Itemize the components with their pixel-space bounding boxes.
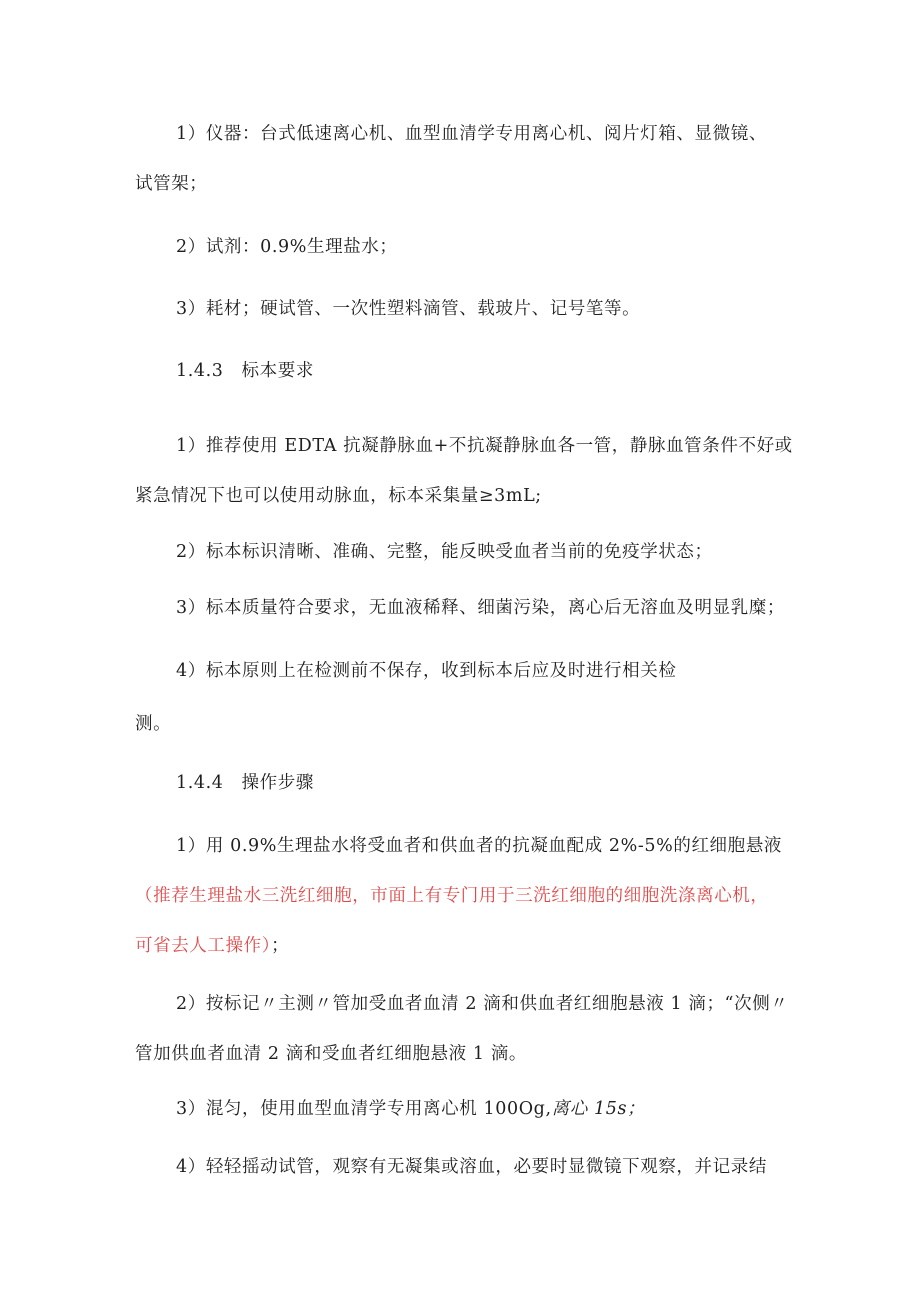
- section-number: 1.4.4: [176, 773, 224, 793]
- step-1-end-punctuation: ；: [271, 936, 290, 956]
- step-2-line-2: 管加供血者血清 2 滴和受血者红细胞悬液 1 滴。: [135, 1044, 528, 1064]
- step-1-annotation-line-2: [135, 934, 289, 958]
- step-3-italic-text: 离心 15s；: [551, 1099, 646, 1119]
- step-2-line-1: 2）按标记〃主测〃管加受血者血清 2 滴和供血者红细胞悬液 1 滴；“次侧〃: [176, 994, 789, 1014]
- specimen-item-4-line-2: 测。: [135, 714, 172, 734]
- specimen-item-4-line-1: 4）标本原则上在检测前不保存，收到标本后应及时进行相关检: [176, 661, 677, 681]
- step-3-line: [176, 1097, 645, 1121]
- step-3-text: 3）混匀，使用血型血清学专用离心机 100Og,: [176, 1099, 552, 1119]
- section-heading-1-4-3: [176, 359, 314, 383]
- specimen-item-1-line-2: 紧急情况下也可以使用动脉血，标本采集量≥3mL;: [135, 486, 542, 506]
- step-1-annotation-text: 可省去人工操作）: [135, 936, 272, 956]
- section-heading-1-4-4: [176, 771, 314, 795]
- specimen-item-1-line-1: 1）推荐使用 EDTA 抗凝静脉血+不抗凝静脉血各一管，静脉血管条件不好或: [176, 436, 793, 456]
- specimen-item-3: 3）标本质量符合要求，无血液稀释、细菌污染，离心后无溶血及明显乳糜；: [176, 598, 786, 618]
- step-4-line-1: 4）轻轻摇动试管，观察有无凝集或溶血，必要时显微镜下观察，并记录结: [176, 1157, 767, 1177]
- reagent-line: 2）试剂：0.9%生理盐水；: [176, 237, 398, 257]
- specimen-item-2: 2）标本标识清晰、准确、完整，能反映受血者当前的免疫学状态；: [176, 542, 713, 562]
- step-1-line-1: 1）用 0.9%生理盐水将受血者和供血者的抗凝血配成 2%-5%的红细胞悬液: [176, 836, 782, 856]
- section-title: 标本要求: [241, 361, 314, 381]
- section-number: 1.4.3: [176, 361, 224, 381]
- step-1-annotation-line-1: （推荐生理盐水三洗红细胞，市面上有专门用于三洗红细胞的细胞洗涤离心机，: [135, 886, 769, 906]
- section-title: 操作步骤: [241, 773, 314, 793]
- consumables-line: 3）耗材；硬试管、一次性塑料滴管、载玻片、记号笔等。: [176, 299, 641, 319]
- equipment-line-2: 试管架；: [135, 174, 208, 194]
- equipment-line-1: 1）仪器：台式低速离心机、血型血清学专用离心机、阅片灯箱、显微镜、: [176, 124, 767, 144]
